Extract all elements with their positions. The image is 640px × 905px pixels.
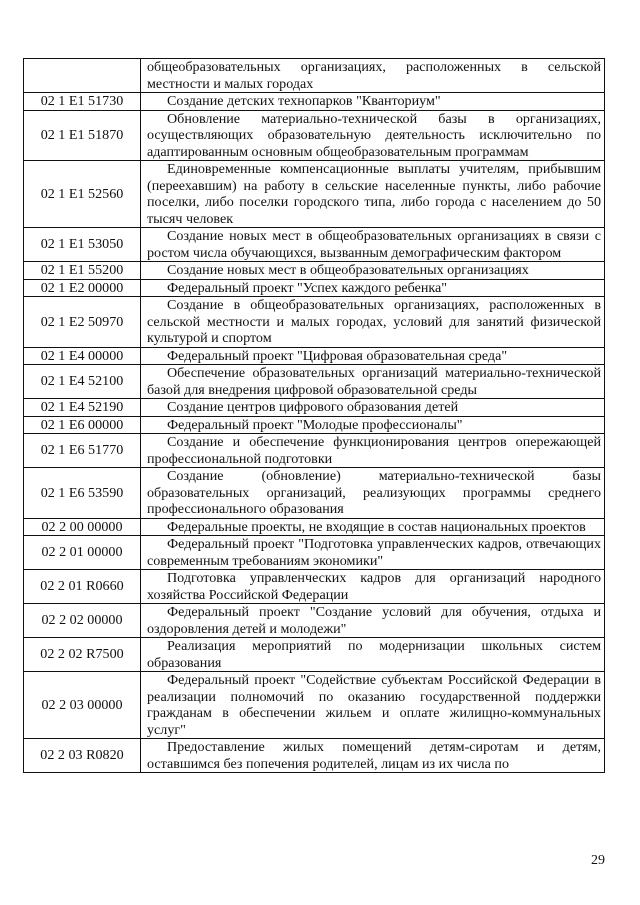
row-description-text: Подготовка управленческих кадров для организаций народного хозяйства Российской Федерации <box>147 570 601 603</box>
table-row <box>24 347 605 365</box>
table-row <box>24 468 605 519</box>
table-row <box>24 604 605 638</box>
row-description-text: Создание новых мест в общеобразовательных организациях в связи с ростом числа обучающихся, вызванным демографическим фактором <box>147 228 601 261</box>
row-code: 02 2 01 00000 <box>24 536 141 570</box>
row-code: 02 1 E4 52190 <box>24 399 141 417</box>
table-row <box>24 93 605 111</box>
row-description-text: Создание (обновление) материально-технической базы образовательных организаций, реализующих программы среднего профессионального образования <box>147 468 601 517</box>
row-description <box>141 297 605 348</box>
row-description <box>141 536 605 570</box>
table-row <box>24 434 605 468</box>
table-row <box>24 570 605 604</box>
row-description <box>141 228 605 262</box>
row-description <box>141 59 605 93</box>
row-description-text: общеобразовательных организациях, расположенных в сельской местности и малых городах <box>147 59 601 92</box>
row-description <box>141 161 605 228</box>
table-row <box>24 739 605 773</box>
row-description <box>141 93 605 111</box>
row-description-text: Создание в общеобразовательных организациях, расположенных в сельской местности и малых городах, условий для занятий физической культурой и спортом <box>147 297 601 346</box>
document-page <box>23 58 604 773</box>
row-description <box>141 399 605 417</box>
row-code: 02 2 02 R7500 <box>24 638 141 672</box>
table-row <box>24 262 605 280</box>
row-description <box>141 262 605 280</box>
row-code: 02 2 01 R0660 <box>24 570 141 604</box>
table-row <box>24 672 605 739</box>
row-description <box>141 110 605 161</box>
table-row <box>24 161 605 228</box>
row-code: 02 1 E1 55200 <box>24 262 141 280</box>
row-code: 02 1 E1 51730 <box>24 93 141 111</box>
row-code: 02 2 03 R0820 <box>24 739 141 773</box>
table-row <box>24 228 605 262</box>
row-code: 02 1 E4 00000 <box>24 347 141 365</box>
table-row <box>24 416 605 434</box>
row-code: 02 1 E4 52100 <box>24 365 141 399</box>
table-row <box>24 518 605 536</box>
table-row <box>24 365 605 399</box>
row-code: 02 1 E1 53050 <box>24 228 141 262</box>
row-description-text: Федеральный проект "Цифровая образовательная среда" <box>167 347 508 364</box>
row-code: 02 2 02 00000 <box>24 604 141 638</box>
table-row <box>24 59 605 93</box>
row-description-text: Создание центров цифрового образования детей <box>167 399 459 415</box>
table-row <box>24 638 605 672</box>
row-description <box>141 570 605 604</box>
table-row <box>24 279 605 297</box>
row-description <box>141 468 605 519</box>
row-description-text: Федеральный проект "Молодые профессионалы" <box>167 416 463 433</box>
row-description-text: Создание и обеспечение функционирования центров опережающей профессиональной подготовки <box>147 434 601 467</box>
row-description-text: Предоставление жилых помещений детям-сиротам и детям, оставшимся без попечения родителей, лицам из их числа по <box>147 739 601 772</box>
row-code: 02 2 03 00000 <box>24 672 141 739</box>
row-code: 02 1 E2 50970 <box>24 297 141 348</box>
row-code: 02 1 E6 51770 <box>24 434 141 468</box>
row-description <box>141 672 605 739</box>
row-description-text: Федеральный проект "Создание условий для обучения, отдыха и оздоровления детей и молодежи" <box>147 604 601 637</box>
row-description <box>141 279 605 297</box>
table-row <box>24 297 605 348</box>
row-code <box>24 59 141 93</box>
row-description <box>141 416 605 434</box>
row-description-text: Федеральные проекты, не входящие в состав национальных проектов <box>167 518 586 535</box>
row-code: 02 1 E2 00000 <box>24 279 141 297</box>
row-description-text: Федеральный проект "Успех каждого ребенка" <box>167 279 448 296</box>
row-description-text: Федеральный проект "Содействие субъектам Российской Федерации в реализации полномочий по оказанию государственной поддержки гражданам в обеспечении жильем и оплате жилищно-коммунальных услуг" <box>147 672 601 738</box>
row-description-text: Создание детских технопарков "Кванториум" <box>167 93 441 109</box>
row-description <box>141 518 605 536</box>
row-description <box>141 365 605 399</box>
row-code: 02 1 E1 51870 <box>24 110 141 161</box>
row-description-text: Создание новых мест в общеобразовательных организациях <box>167 262 529 278</box>
row-code: 02 1 E6 53590 <box>24 468 141 519</box>
table-row <box>24 110 605 161</box>
row-code: 02 1 E1 52560 <box>24 161 141 228</box>
budget-classification-table <box>23 58 605 773</box>
page-number: 29 <box>591 853 605 868</box>
table-row <box>24 399 605 417</box>
row-description-text: Обеспечение образовательных организаций материально-технической базой для внедрения цифровой образовательной среды <box>147 365 601 398</box>
row-description <box>141 604 605 638</box>
row-description <box>141 739 605 773</box>
row-description-text: Единовременные компенсационные выплаты учителям, прибывшим (переехавшим) на работу в сельские населенные пункты, либо рабочие поселки, либо поселки городского типа, либо города с населением до 50 тысяч человек <box>147 161 601 227</box>
row-code: 02 1 E6 00000 <box>24 416 141 434</box>
row-description-text: Федеральный проект "Подготовка управленческих кадров, отвечающих современным требованиям экономики" <box>147 536 601 569</box>
row-description-text: Реализация мероприятий по модернизации школьных систем образования <box>147 638 601 671</box>
row-description <box>141 347 605 365</box>
row-code: 02 2 00 00000 <box>24 518 141 536</box>
table-body <box>24 59 605 773</box>
row-description <box>141 434 605 468</box>
table-row <box>24 536 605 570</box>
row-description-text: Обновление материально-технической базы в организациях, осуществляющих образовательную деятельность исключительно по адаптированным основным общеобразовательным программам <box>147 110 601 160</box>
row-description <box>141 638 605 672</box>
